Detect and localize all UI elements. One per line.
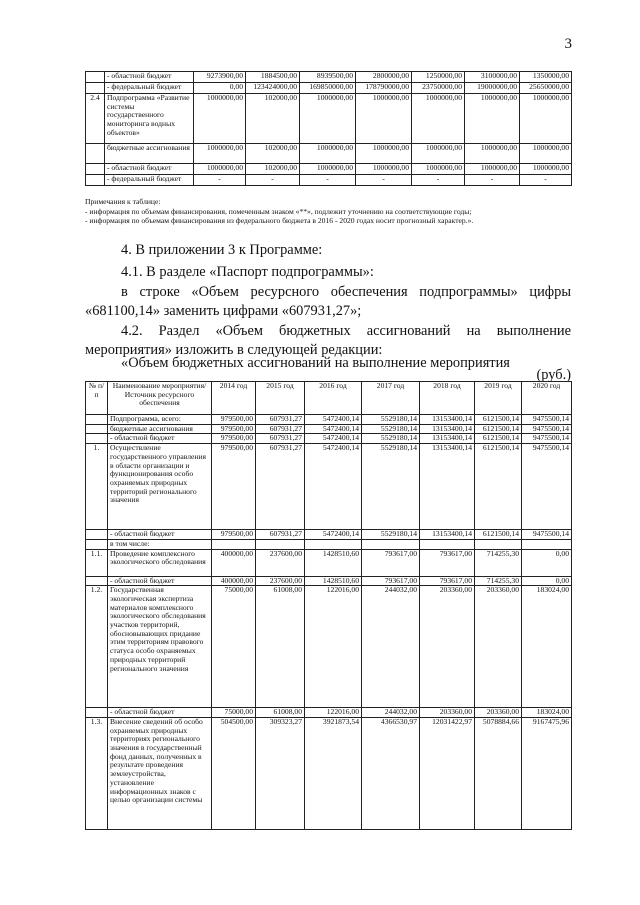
table-row — [86, 717, 572, 829]
row-value: 5472400,14 — [305, 444, 362, 530]
row-value: 1428510,60 — [305, 576, 362, 586]
row-value: 61008,00 — [256, 586, 305, 708]
row-value: 1000000,00 — [465, 144, 520, 164]
row-number — [86, 164, 105, 175]
row-value: 102000,00 — [246, 94, 300, 144]
row-value: 1000000,00 — [412, 144, 465, 164]
row-value — [362, 539, 420, 549]
row-value — [522, 539, 572, 549]
row-value: 169850000,00 — [300, 83, 356, 94]
table-row — [86, 164, 572, 175]
row-value: 6121500,14 — [475, 434, 522, 444]
row-value: 5078884,66 — [475, 717, 522, 829]
row-value: 714255,30 — [475, 549, 522, 576]
row-value: 4366530,97 — [362, 717, 420, 829]
row-value: 23750000,00 — [412, 83, 465, 94]
row-value: 1000000,00 — [356, 164, 412, 175]
row-name: Подпрограмма, всего: — [108, 415, 212, 425]
row-value: 979500,00 — [212, 434, 256, 444]
row-value: 0,00 — [522, 576, 572, 586]
row-value: 0,00 — [522, 549, 572, 576]
header-year: 2014 год — [212, 382, 256, 415]
row-value: 1884500,00 — [246, 72, 300, 83]
row-value: 203360,00 — [475, 586, 522, 708]
row-value: 1000000,00 — [465, 164, 520, 175]
row-value — [256, 539, 305, 549]
row-value: 9475500,14 — [522, 434, 572, 444]
row-value — [305, 539, 362, 549]
table-header-row — [86, 382, 572, 415]
table-row — [86, 415, 572, 425]
row-name: Подпрограмма «Развитие системы государственного мониторинга водных объектов» — [105, 94, 194, 144]
table-row — [86, 549, 572, 576]
row-value: 1000000,00 — [300, 94, 356, 144]
row-value: - — [412, 175, 465, 186]
row-value: 6121500,14 — [475, 530, 522, 540]
row-name: Внесение сведений об особо охраняемых природных территориях регионального значения в государственный фонд данных, полученных в результате проведения землеустройства, установление информационных знаков с целью организации системы — [108, 717, 212, 829]
paragraph-line: мероприятия» изложить в следующей редакции: — [85, 342, 383, 358]
row-value: 1350000,00 — [520, 72, 572, 83]
row-value: 9167475,96 — [522, 717, 572, 829]
row-value: - — [194, 175, 246, 186]
row-value: 13153400,14 — [420, 434, 475, 444]
table-notes — [85, 197, 473, 226]
row-value: 1000000,00 — [520, 94, 572, 144]
row-value: 183024,00 — [522, 708, 572, 718]
notes-line: - информация по объемам финансирования, помеченным знаком «**», подлежит уточнению на соответствующие годы; — [85, 206, 472, 216]
header-year: 2018 год — [420, 382, 475, 415]
table-caption: «Объем бюджетных ассигнований на выполнение мероприятия — [121, 355, 510, 371]
paragraph-line: «681100,14» заменить цифрами «607931,27»; — [85, 303, 362, 319]
row-value: 5472400,14 — [305, 424, 362, 434]
table-row — [86, 83, 572, 94]
row-value: 244032,00 — [362, 586, 420, 708]
row-value: 1000000,00 — [412, 164, 465, 175]
row-number — [86, 144, 105, 164]
row-number — [86, 576, 108, 586]
row-value: 123424000,00 — [246, 83, 300, 94]
row-value: - — [246, 175, 300, 186]
row-value: 13153400,14 — [420, 424, 475, 434]
paragraph-line: в строке «Объем ресурсного обеспечения подпрограммы» цифры — [121, 284, 571, 300]
row-value: 3100000,00 — [465, 72, 520, 83]
row-value: 5529180,14 — [362, 424, 420, 434]
row-value: 5529180,14 — [362, 444, 420, 530]
row-value: 1000000,00 — [465, 94, 520, 144]
row-value: 1000000,00 — [300, 144, 356, 164]
row-value: 1250000,00 — [412, 72, 465, 83]
row-number — [86, 708, 108, 718]
row-value: 714255,30 — [475, 576, 522, 586]
row-value: 122016,00 — [305, 708, 362, 718]
row-value: - — [520, 175, 572, 186]
row-number — [86, 434, 108, 444]
row-value: 13153400,14 — [420, 415, 475, 425]
row-number — [86, 530, 108, 540]
row-value: 237600,00 — [256, 576, 305, 586]
table-row — [86, 424, 572, 434]
row-name: - федеральный бюджет — [105, 175, 194, 186]
row-value: 75000,00 — [212, 586, 256, 708]
row-value: 5529180,14 — [362, 415, 420, 425]
row-value: 607931,27 — [256, 444, 305, 530]
notes-title: Примечания к таблице: — [85, 197, 161, 206]
row-value: 9475500,14 — [522, 424, 572, 434]
row-number: 1.2. — [86, 586, 108, 708]
row-value: 75000,00 — [212, 708, 256, 718]
row-name: - областной бюджет — [108, 576, 212, 586]
row-value: 1000000,00 — [412, 94, 465, 144]
row-value: 607931,27 — [256, 530, 305, 540]
table-row — [86, 708, 572, 718]
table-row — [86, 72, 572, 83]
row-value: 979500,00 — [212, 424, 256, 434]
row-value: 5529180,14 — [362, 434, 420, 444]
header-year: 2020 год — [522, 382, 572, 415]
row-value — [212, 539, 256, 549]
table-row — [86, 586, 572, 708]
row-value: 2800000,00 — [356, 72, 412, 83]
table-row — [86, 144, 572, 164]
row-value: - — [356, 175, 412, 186]
row-value: 13153400,14 — [420, 444, 475, 530]
row-value: 979500,00 — [212, 415, 256, 425]
header-year: 2015 год — [256, 382, 305, 415]
row-value: 793617,00 — [420, 576, 475, 586]
row-number: 1. — [86, 444, 108, 530]
row-value: 1000000,00 — [300, 164, 356, 175]
table-row — [86, 434, 572, 444]
row-name: - федеральный бюджет — [105, 83, 194, 94]
row-value: 607931,27 — [256, 434, 305, 444]
paragraph-4-2: 4.2. Раздел «Объем бюджетных ассигнований на выполнение — [121, 323, 571, 339]
table-row — [86, 530, 572, 540]
row-value: 9475500,14 — [522, 415, 572, 425]
row-value: 1000000,00 — [356, 94, 412, 144]
row-value: 400000,00 — [212, 576, 256, 586]
row-value: 1000000,00 — [194, 144, 246, 164]
row-value: 8939500,00 — [300, 72, 356, 83]
row-name: Государственная экологическая экспертиза материалов комплексного экологического обследования участков территорий, обосновывающих придание этим территориям правового статуса особо охраняемых природных территорий регионального значения — [108, 586, 212, 708]
row-number: 1.3. — [86, 717, 108, 829]
row-number: 2.4 — [86, 94, 105, 144]
row-value: 3921873,54 — [305, 717, 362, 829]
row-value: 1000000,00 — [356, 144, 412, 164]
row-value: 6121500,14 — [475, 415, 522, 425]
row-value: 178790000,00 — [356, 83, 412, 94]
row-value: 9273900,00 — [194, 72, 246, 83]
row-value: 1000000,00 — [194, 94, 246, 144]
row-value: 793617,00 — [362, 576, 420, 586]
notes-line: - информация по объемам финансирования из федерального бюджета в 2016 - 2020 годах носит прогнозный характер.». — [85, 216, 474, 226]
row-number — [86, 415, 108, 425]
budget-allocation-table — [85, 381, 572, 830]
row-value: 793617,00 — [362, 549, 420, 576]
row-name: бюджетные ассигнования — [108, 424, 212, 434]
row-value: 13153400,14 — [420, 530, 475, 540]
row-value: 244032,00 — [362, 708, 420, 718]
row-value: 12031422,97 — [420, 717, 475, 829]
row-value: 0,00 — [194, 83, 246, 94]
row-name: Проведение комплексного экологического обследования — [108, 549, 212, 576]
row-value: 5529180,14 — [362, 530, 420, 540]
row-value: 793617,00 — [420, 549, 475, 576]
header-num: № п/п — [86, 382, 108, 415]
row-value: 1000000,00 — [520, 164, 572, 175]
row-name: - областной бюджет — [108, 708, 212, 718]
unit-label: (руб.) — [536, 367, 571, 383]
table-row — [86, 175, 572, 186]
row-value: 1000000,00 — [194, 164, 246, 175]
row-value: 19000000,00 — [465, 83, 520, 94]
page-number: 3 — [564, 36, 572, 52]
paragraph-4: 4. В приложении 3 к Программе: — [121, 242, 323, 258]
row-name: - областной бюджет — [105, 164, 194, 175]
row-value: 607931,27 — [256, 424, 305, 434]
row-number: 1.1. — [86, 549, 108, 576]
row-value: 102000,00 — [246, 144, 300, 164]
table-row — [86, 94, 572, 144]
row-value: 400000,00 — [212, 549, 256, 576]
row-name: - областной бюджет — [108, 434, 212, 444]
row-value: 6121500,14 — [475, 444, 522, 530]
row-value: 9475500,14 — [522, 444, 572, 530]
row-value: 122016,00 — [305, 586, 362, 708]
row-name: - областной бюджет — [105, 72, 194, 83]
row-number — [86, 72, 105, 83]
row-value: 203360,00 — [420, 708, 475, 718]
row-value: 5472400,14 — [305, 415, 362, 425]
funding-table-continued — [85, 71, 572, 186]
row-value: 504500,00 — [212, 717, 256, 829]
row-value: 5472400,14 — [305, 434, 362, 444]
table-row — [86, 576, 572, 586]
row-value: 309323,27 — [256, 717, 305, 829]
row-value: 183024,00 — [522, 586, 572, 708]
row-value — [420, 539, 475, 549]
row-value: 5472400,14 — [305, 530, 362, 540]
table-row — [86, 444, 572, 530]
row-value: - — [300, 175, 356, 186]
row-value: 979500,00 — [212, 444, 256, 530]
row-value: 979500,00 — [212, 530, 256, 540]
row-value: 1000000,00 — [520, 144, 572, 164]
row-value: 9475500,14 — [522, 530, 572, 540]
row-number — [86, 175, 105, 186]
row-name: Осуществление государственного управления в области организации и функционирования особо охраняемых природных территорий регионального значения — [108, 444, 212, 530]
row-number — [86, 424, 108, 434]
row-name: - областной бюджет — [108, 530, 212, 540]
header-year: 2017 год — [362, 382, 420, 415]
row-number — [86, 83, 105, 94]
row-number — [86, 539, 108, 549]
row-value: 61008,00 — [256, 708, 305, 718]
header-year: 2019 год — [475, 382, 522, 415]
header-name: Наименование мероприятия/Источник ресурсного обеспечения — [108, 382, 212, 415]
row-value: 25650000,00 — [520, 83, 572, 94]
row-value: 203360,00 — [475, 708, 522, 718]
row-value — [475, 539, 522, 549]
row-value: 237600,00 — [256, 549, 305, 576]
row-value: 6121500,14 — [475, 424, 522, 434]
row-value: 1428510,60 — [305, 549, 362, 576]
table-row — [86, 539, 572, 549]
header-year: 2016 год — [305, 382, 362, 415]
row-value: 607931,27 — [256, 415, 305, 425]
paragraph-4-1: 4.1. В разделе «Паспорт подпрограммы»: — [121, 264, 374, 280]
row-name: бюджетные ассигнования — [105, 144, 194, 164]
row-name: в том числе: — [108, 539, 212, 549]
row-value: 203360,00 — [420, 586, 475, 708]
row-value: 102000,00 — [246, 164, 300, 175]
row-value: - — [465, 175, 520, 186]
